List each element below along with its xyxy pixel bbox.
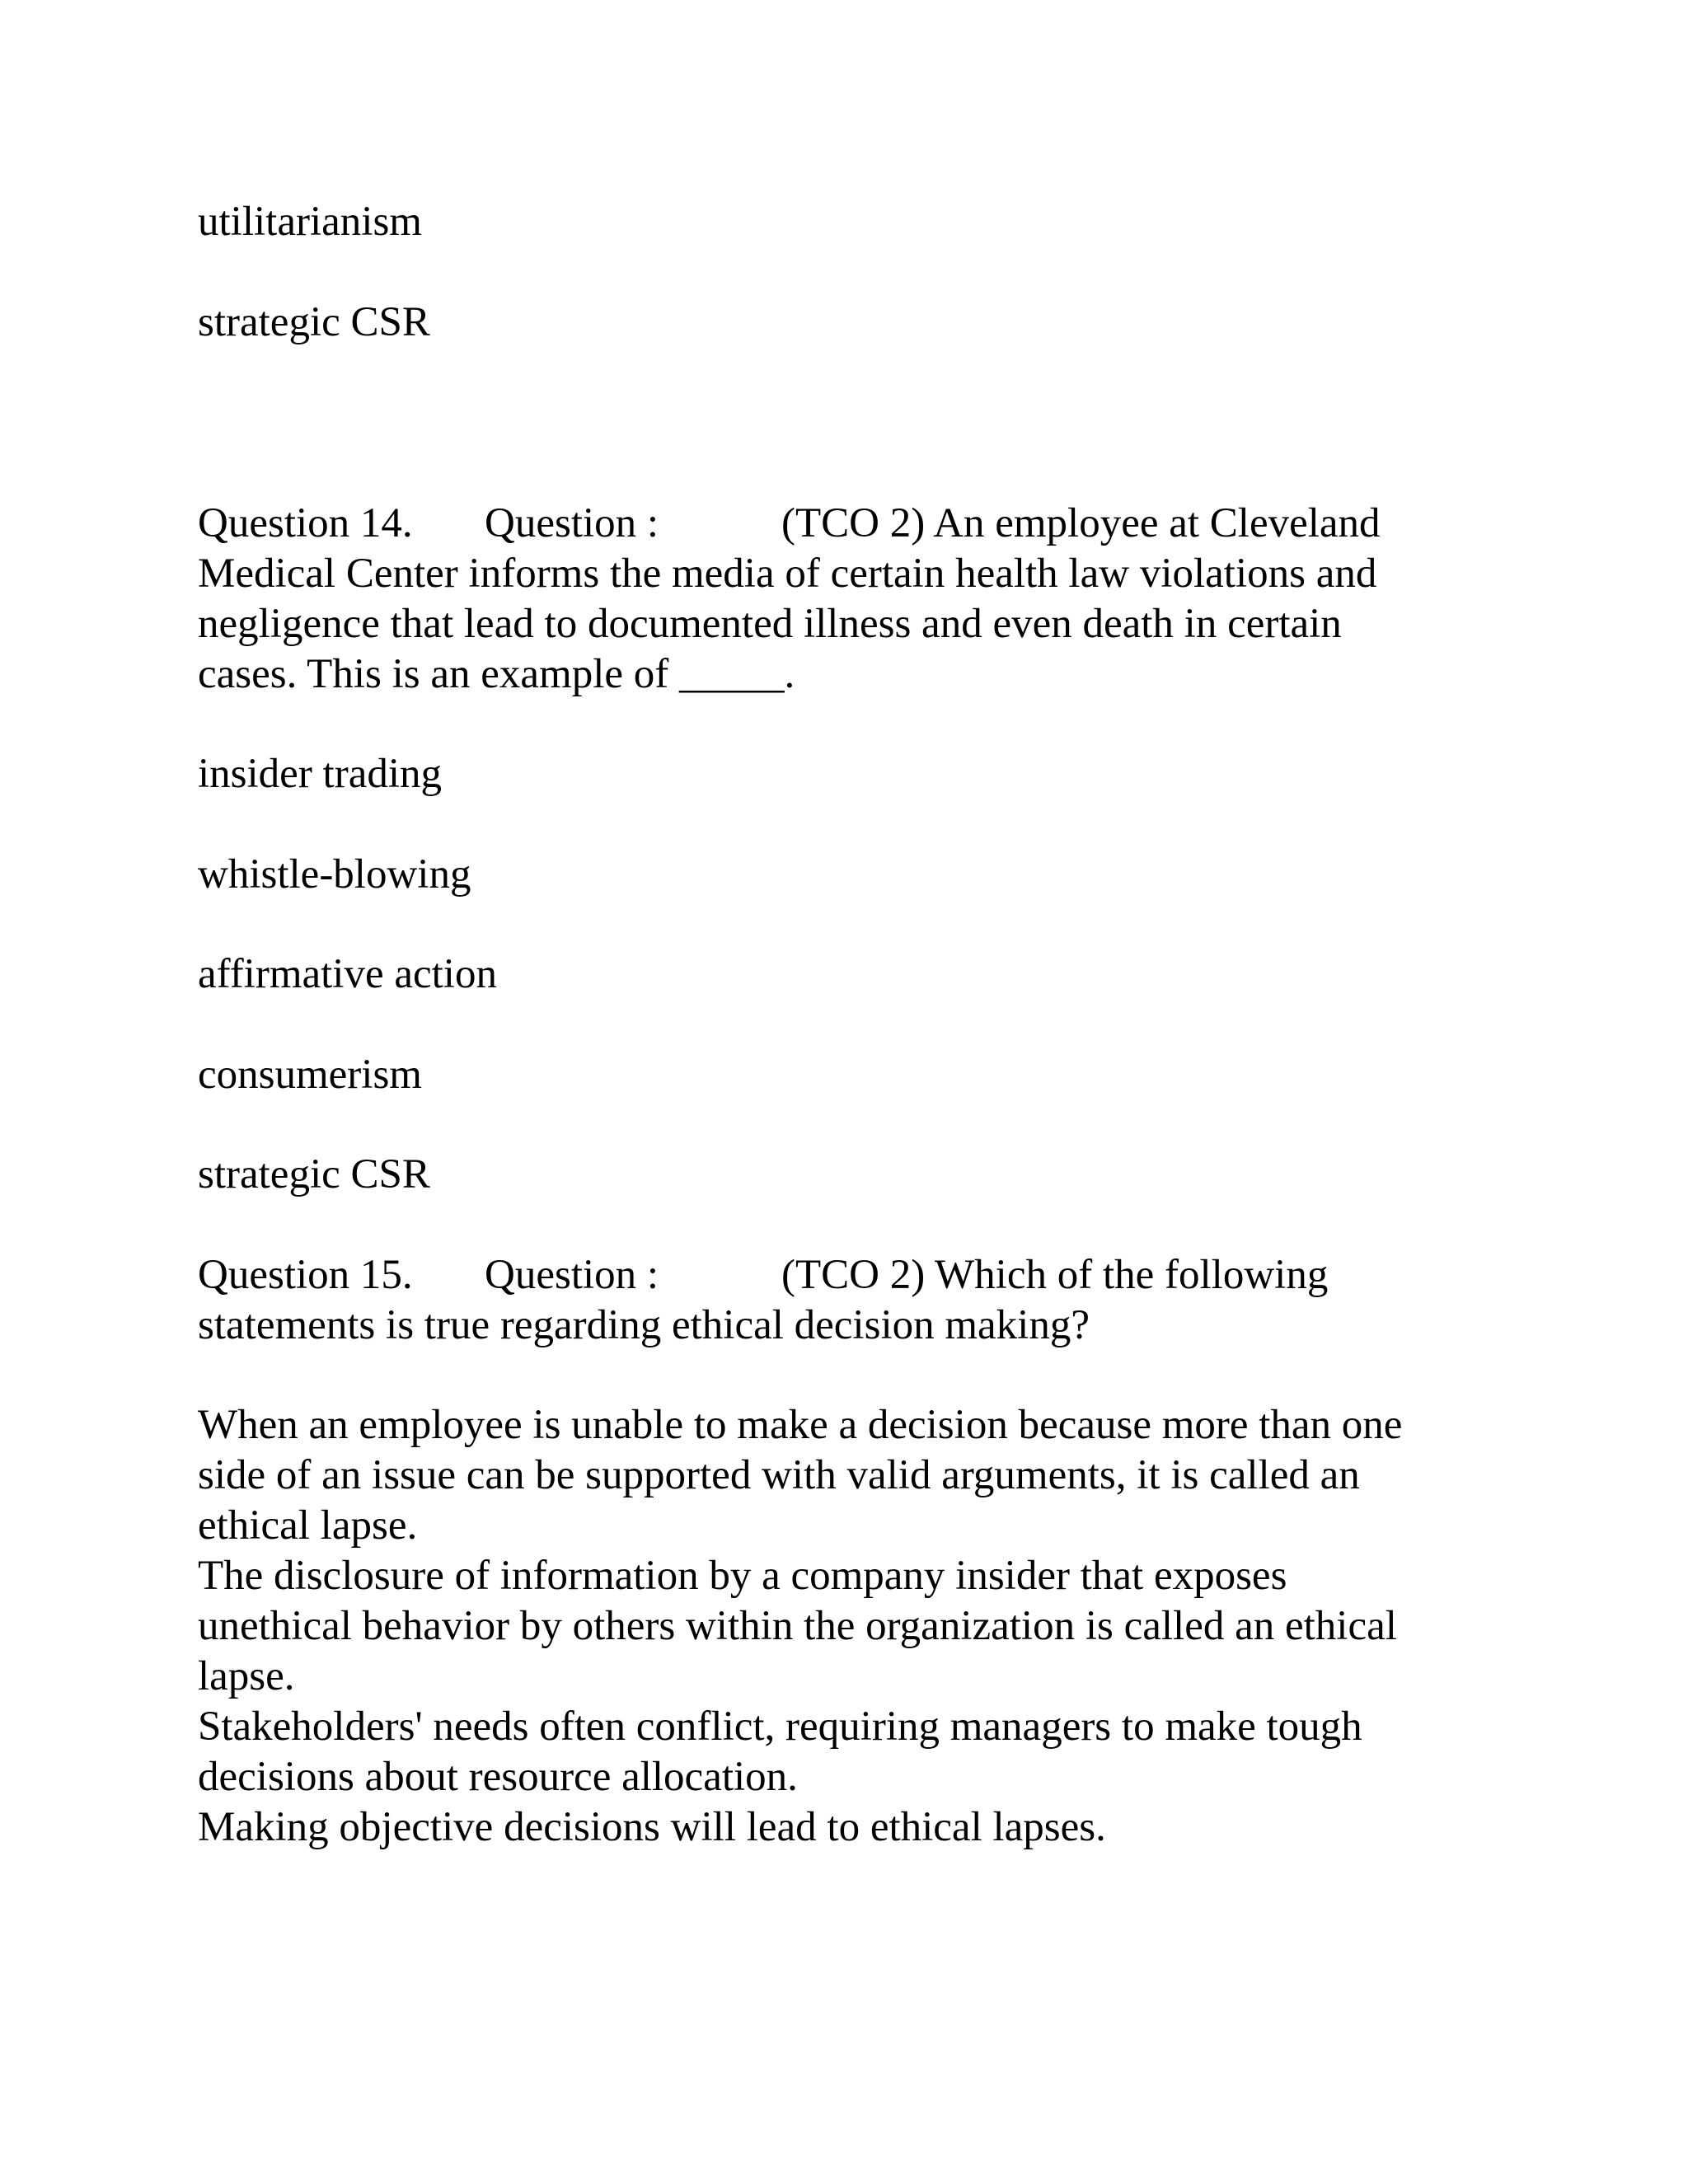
question-14-text-line-3: negligence that lead to documented illness and even death in certain xyxy=(198,601,1342,647)
question-14-option-1: insider trading xyxy=(198,751,443,797)
question-15-option-2-line-3: lapse. xyxy=(198,1653,295,1699)
question-15-option-1-line-1: When an employee is unable to make a decision because more than one xyxy=(198,1402,1403,1448)
question-14-number: Question 14. xyxy=(198,500,413,546)
question-14-option-4: consumerism xyxy=(198,1052,422,1098)
question-15-option-3-line-2: decisions about resource allocation. xyxy=(198,1754,798,1800)
question-14-option-3: affirmative action xyxy=(198,951,497,997)
question-15-option-2-line-2: unethical behavior by others within the organization is called an ethical xyxy=(198,1603,1397,1649)
question-15-label: Question : xyxy=(485,1252,659,1298)
question-15-number: Question 15. xyxy=(198,1252,413,1298)
question-15-option-3-line-1: Stakeholders' needs often conflict, requiring managers to make tough xyxy=(198,1704,1362,1750)
option-utilitarianism: utilitarianism xyxy=(198,199,422,245)
question-15-option-1-line-3: ethical lapse. xyxy=(198,1502,418,1549)
question-14-text-line-1: (TCO 2) An employee at Cleveland xyxy=(781,500,1381,546)
question-15-text-line-2: statements is true regarding ethical decision making? xyxy=(198,1302,1090,1348)
question-15-option-1-line-2: side of an issue can be supported with valid arguments, it is called an xyxy=(198,1452,1360,1498)
question-15-text-line-1: (TCO 2) Which of the following xyxy=(781,1252,1329,1298)
question-14-text-line-2: Medical Center informs the media of certain health law violations and xyxy=(198,551,1377,597)
question-15-option-2-line-1: The disclosure of information by a company insider that exposes xyxy=(198,1553,1287,1599)
option-strategic-csr: strategic CSR xyxy=(198,299,430,345)
question-14-option-5: strategic CSR xyxy=(198,1151,430,1197)
question-14-label: Question : xyxy=(485,500,659,546)
question-14-text-line-4: cases. This is an example of _____. xyxy=(198,651,795,697)
question-15-option-4-line-1: Making objective decisions will lead to ethical lapses. xyxy=(198,1804,1106,1850)
question-14-option-2: whistle-blowing xyxy=(198,851,471,898)
